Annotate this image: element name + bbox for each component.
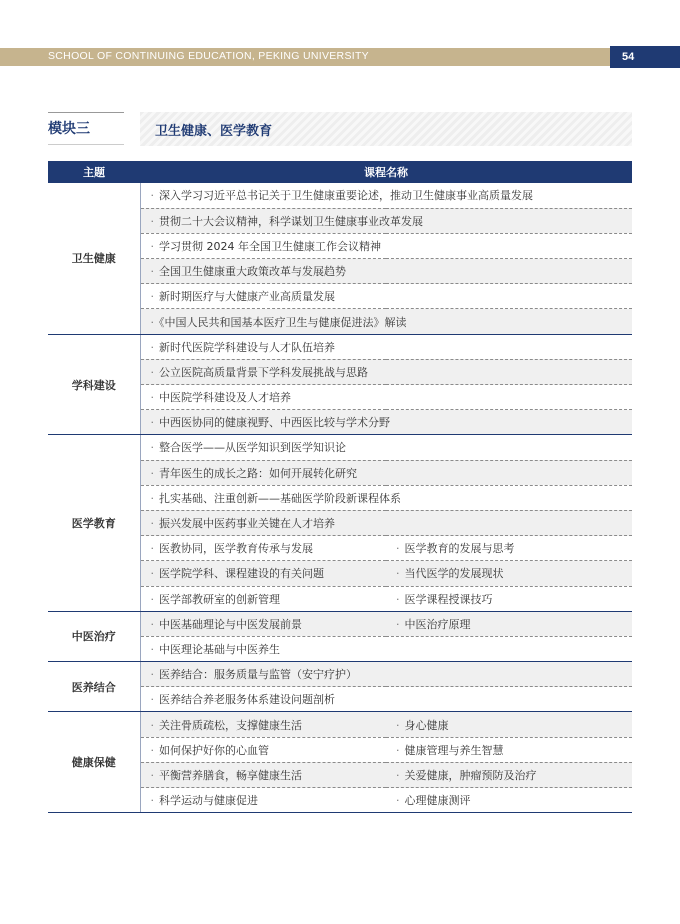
course-name: 医学部教研室的创新管理 xyxy=(159,592,280,606)
course-name: 中医基础理论与中医发展前景 xyxy=(159,617,302,631)
course-name: 新时期医疗与大健康产业高质量发展 xyxy=(159,290,335,304)
course-cell xyxy=(140,510,632,535)
bullet-icon: · xyxy=(150,290,154,304)
course-name: 整合医学——从医学知识到医学知识论 xyxy=(159,441,346,455)
course-cell xyxy=(140,385,632,410)
bullet-icon: · xyxy=(150,491,154,505)
bullet-icon: · xyxy=(150,567,154,581)
course-name: 《中国人民共和国基本医疗卫生与健康促进法》解读 xyxy=(159,315,407,329)
course-name: 公立医院高质量背景下学科发展挑战与思路 xyxy=(159,365,368,379)
course-cell xyxy=(140,586,386,611)
course-cell xyxy=(386,561,632,586)
bullet-icon: · xyxy=(150,416,154,430)
course-name: 中医理论基础与中医养生 xyxy=(159,642,280,656)
bullet-icon: · xyxy=(150,794,154,808)
course-cell xyxy=(140,485,632,510)
course-cell xyxy=(140,284,632,309)
bullet-icon: · xyxy=(150,542,154,556)
course-name: 心理健康测评 xyxy=(404,794,471,808)
table-body xyxy=(48,183,632,813)
bullet-icon: · xyxy=(150,239,154,253)
course-name: 科学运动与健康促进 xyxy=(159,794,258,808)
bullet-icon: · xyxy=(150,668,154,682)
course-cell xyxy=(140,208,632,233)
bullet-icon: · xyxy=(150,517,154,531)
topic-cell: 医养结合 xyxy=(48,662,140,712)
bullet-icon: · xyxy=(396,542,400,556)
course-name: 医养结合养老服务体系建设问题剖析 xyxy=(159,693,335,707)
bullet-icon: · xyxy=(396,718,400,732)
course-cell xyxy=(386,737,632,762)
module-divider-top xyxy=(48,112,124,113)
topic-cell: 医学教育 xyxy=(48,435,140,611)
topic-cell: 健康保健 xyxy=(48,712,140,813)
course-cell xyxy=(386,536,632,561)
course-name: 身心健康 xyxy=(404,718,449,732)
course-cell xyxy=(140,561,386,586)
bullet-icon: · xyxy=(396,768,400,782)
course-name: 健康管理与养生智慧 xyxy=(404,743,504,757)
col-header-course: 课程名称 xyxy=(140,161,632,183)
bullet-icon: · xyxy=(150,466,154,480)
page-number: 54 xyxy=(610,46,680,68)
col-header-topic: 主题 xyxy=(48,161,140,183)
course-cell xyxy=(386,762,632,787)
course-cell xyxy=(140,435,632,460)
topic-cell: 学科建设 xyxy=(48,334,140,435)
course-name: 中医院学科建设及人才培养 xyxy=(159,391,291,405)
school-name: SCHOOL OF CONTINUING EDUCATION, PEKING UNIVERSITY xyxy=(48,50,369,62)
course-cell xyxy=(140,334,632,359)
bullet-icon: · xyxy=(150,743,154,757)
course-name: 新时代医院学科建设与人才队伍培养 xyxy=(159,340,335,354)
course-name: 贯彻二十大会议精神，科学谋划卫生健康事业改革发展 xyxy=(159,214,423,228)
topic-cell: 中医治疗 xyxy=(48,611,140,661)
course-cell xyxy=(140,410,632,435)
course-cell xyxy=(386,611,632,636)
bullet-icon: · xyxy=(150,693,154,707)
table-row xyxy=(48,611,632,636)
course-name: 关爱健康，肿瘤预防及治疗 xyxy=(404,768,537,782)
table-row xyxy=(48,334,632,359)
bullet-icon: · xyxy=(396,567,400,581)
bullet-icon: · xyxy=(150,365,154,379)
bullet-icon: · xyxy=(150,265,154,279)
course-cell xyxy=(140,233,632,258)
bullet-icon: · xyxy=(150,642,154,656)
table-row xyxy=(48,435,632,460)
bullet-icon: · xyxy=(150,315,154,329)
bullet-icon: · xyxy=(396,794,400,808)
table-row xyxy=(48,183,632,208)
course-name: 中西医协同的健康视野、中西医比较与学术分野 xyxy=(159,416,390,430)
course-cell xyxy=(140,762,386,787)
course-cell xyxy=(140,183,632,208)
bullet-icon: · xyxy=(150,441,154,455)
bullet-icon: · xyxy=(150,340,154,354)
course-cell xyxy=(140,309,632,334)
table-row xyxy=(48,662,632,687)
course-name: 关注骨质疏松，支撑健康生活 xyxy=(159,718,302,732)
course-cell xyxy=(140,536,386,561)
bullet-icon: · xyxy=(150,592,154,606)
course-cell xyxy=(140,737,386,762)
topic-cell: 卫生健康 xyxy=(48,183,140,334)
table-header-row xyxy=(48,161,632,183)
course-cell xyxy=(140,712,386,737)
course-cell xyxy=(386,586,632,611)
bullet-icon: · xyxy=(150,768,154,782)
course-cell xyxy=(140,788,386,813)
course-name: 医教协同，医学教育传承与发展 xyxy=(159,542,313,556)
table-row xyxy=(48,712,632,737)
course-cell xyxy=(140,611,386,636)
module-divider-bottom xyxy=(48,144,124,145)
course-cell xyxy=(386,712,632,737)
bullet-icon: · xyxy=(150,718,154,732)
bullet-icon: · xyxy=(396,617,400,631)
course-name: 青年医生的成长之路：如何开展转化研究 xyxy=(159,466,357,480)
course-cell xyxy=(386,788,632,813)
module-title: 卫生健康、医学教育 xyxy=(155,124,273,139)
course-cell xyxy=(140,259,632,284)
bullet-icon: · xyxy=(396,743,400,757)
bullet-icon: · xyxy=(396,592,400,606)
course-name: 如何保护好你的心血管 xyxy=(159,743,269,757)
course-name: 振兴发展中医药事业关键在人才培养 xyxy=(159,517,335,531)
course-cell xyxy=(140,687,632,712)
course-name: 医学课程授课技巧 xyxy=(404,592,493,606)
course-name: 医养结合：服务质量与监管（安宁疗护） xyxy=(159,668,357,682)
course-name: 深入学习习近平总书记关于卫生健康重要论述，推动卫生健康事业高质量发展 xyxy=(159,189,533,203)
course-cell xyxy=(140,662,632,687)
course-name: 医学教育的发展与思考 xyxy=(404,542,515,556)
course-name: 平衡营养膳食，畅享健康生活 xyxy=(159,768,302,782)
module-label: 模块三 xyxy=(48,121,90,137)
course-cell xyxy=(140,359,632,384)
bullet-icon: · xyxy=(150,214,154,228)
course-name: 中医治疗原理 xyxy=(404,617,471,631)
bullet-icon: · xyxy=(150,391,154,405)
course-cell xyxy=(140,636,632,661)
bullet-icon: · xyxy=(150,189,154,203)
course-name: 学习贯彻 2024 年全国卫生健康工作会议精神 xyxy=(159,239,381,253)
course-table xyxy=(48,161,632,813)
course-cell xyxy=(140,460,632,485)
bullet-icon: · xyxy=(150,617,154,631)
course-name: 扎实基础、注重创新——基础医学阶段新课程体系 xyxy=(159,491,401,505)
course-name: 医学院学科、课程建设的有关问题 xyxy=(159,567,324,581)
course-name: 全国卫生健康重大政策改革与发展趋势 xyxy=(159,265,346,279)
course-name: 当代医学的发展现状 xyxy=(404,567,504,581)
